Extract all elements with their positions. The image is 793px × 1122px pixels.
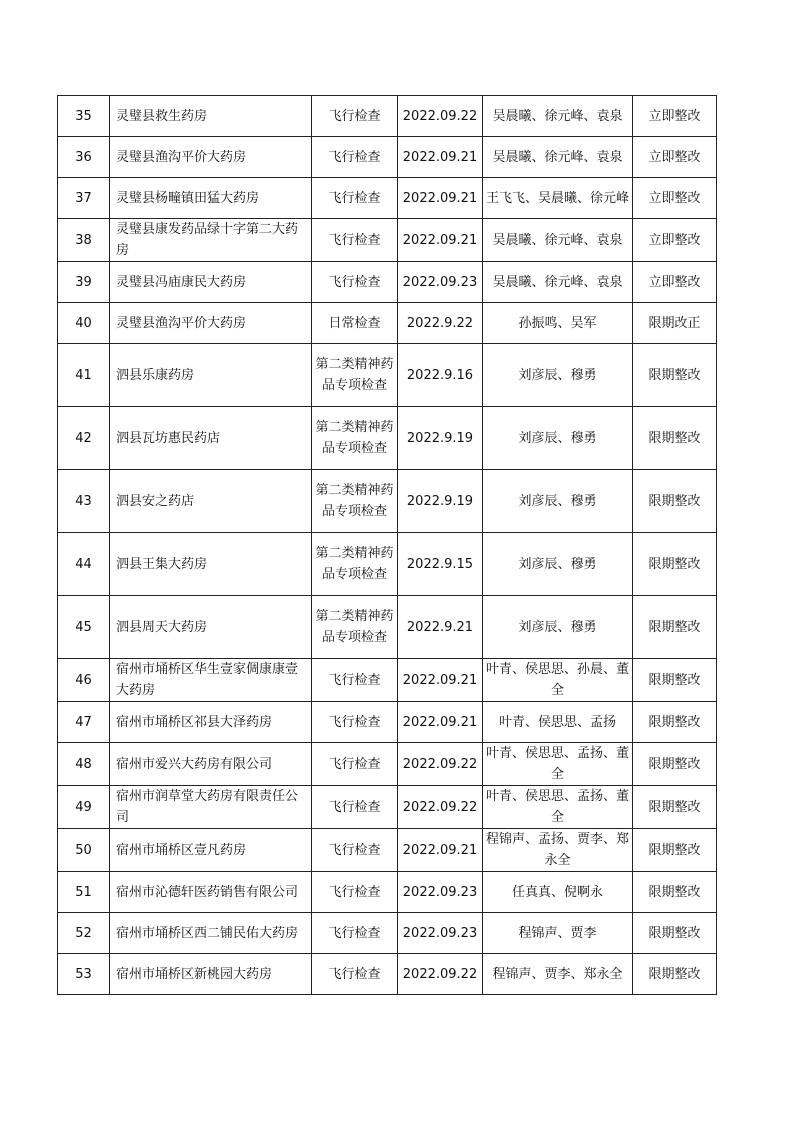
inspection-type-cell: 飞行检查 [312,178,398,219]
pharmacy-name-cell: 宿州市埇桥区壹凡药房 [110,829,312,872]
inspectors-cell: 叶青、侯思思、孟扬、董全 [483,786,633,829]
inspection-date-cell: 2022.09.21 [398,829,483,872]
table-row [58,303,717,344]
inspectors-cell: 刘彦辰、穆勇 [483,407,633,470]
row-number-cell: 41 [58,344,110,407]
inspectors-cell: 程锦声、贾李 [483,913,633,954]
inspection-date-cell: 2022.9.21 [398,596,483,659]
inspectors-cell: 吴晨曦、徐元峰、袁泉 [483,219,633,262]
inspection-type-cell: 飞行检查 [312,829,398,872]
table-row [58,470,717,533]
inspection-date-cell: 2022.09.23 [398,262,483,303]
inspectors-cell: 刘彦辰、穆勇 [483,596,633,659]
pharmacy-name-cell: 灵璧县渔沟平价大药房 [110,137,312,178]
inspection-type-cell: 第二类精神药品专项检查 [312,596,398,659]
result-cell: 立即整改 [633,96,717,137]
inspection-type-cell: 飞行检查 [312,954,398,995]
result-cell: 限期整改 [633,954,717,995]
table-row [58,743,717,786]
table-row [58,659,717,702]
inspection-type-cell: 飞行检查 [312,743,398,786]
inspectors-cell: 王飞飞、吴晨曦、徐元峰 [483,178,633,219]
inspection-type-cell: 日常检查 [312,303,398,344]
inspection-date-cell: 2022.9.19 [398,407,483,470]
inspectors-cell: 刘彦辰、穆勇 [483,533,633,596]
row-number-cell: 47 [58,702,110,743]
pharmacy-name-cell: 泗县安之药店 [110,470,312,533]
inspection-type-cell: 飞行检查 [312,702,398,743]
pharmacy-name-cell: 泗县乐康药房 [110,344,312,407]
pharmacy-name-cell: 宿州市润草堂大药房有限责任公司 [110,786,312,829]
inspection-type-cell: 第二类精神药品专项检查 [312,407,398,470]
row-number-cell: 44 [58,533,110,596]
inspection-date-cell: 2022.09.22 [398,954,483,995]
inspectors-cell: 吴晨曦、徐元峰、袁泉 [483,137,633,178]
table-row [58,786,717,829]
table-row [58,533,717,596]
table-row [58,829,717,872]
inspectors-cell: 程锦声、孟扬、贾李、郑永全 [483,829,633,872]
inspection-table [57,95,717,995]
inspectors-cell: 叶青、侯思思、孟扬、董全 [483,743,633,786]
inspection-date-cell: 2022.09.21 [398,178,483,219]
pharmacy-name-cell: 宿州市埇桥区新桃园大药房 [110,954,312,995]
table-row [58,596,717,659]
pharmacy-name-cell: 宿州市爱兴大药房有限公司 [110,743,312,786]
pharmacy-name-cell: 泗县瓦坊惠民药店 [110,407,312,470]
inspectors-cell: 叶青、侯思思、孙晨、董全 [483,659,633,702]
inspectors-cell: 刘彦辰、穆勇 [483,344,633,407]
pharmacy-name-cell: 泗县周天大药房 [110,596,312,659]
inspection-date-cell: 2022.09.23 [398,913,483,954]
inspection-date-cell: 2022.09.21 [398,702,483,743]
table-row [58,96,717,137]
table-row [58,262,717,303]
inspection-type-cell: 第二类精神药品专项检查 [312,470,398,533]
result-cell: 限期整改 [633,659,717,702]
result-cell: 立即整改 [633,262,717,303]
result-cell: 立即整改 [633,178,717,219]
inspectors-cell: 程锦声、贾李、郑永全 [483,954,633,995]
row-number-cell: 40 [58,303,110,344]
result-cell: 限期整改 [633,407,717,470]
pharmacy-name-cell: 宿州市埇桥区华生壹家倜康康壹大药房 [110,659,312,702]
row-number-cell: 36 [58,137,110,178]
pharmacy-name-cell: 灵璧县渔沟平价大药房 [110,303,312,344]
row-number-cell: 49 [58,786,110,829]
table-row [58,137,717,178]
result-cell: 限期整改 [633,872,717,913]
table-row [58,219,717,262]
row-number-cell: 43 [58,470,110,533]
inspection-type-cell: 飞行检查 [312,659,398,702]
inspectors-cell: 孙振鸣、吴军 [483,303,633,344]
result-cell: 限期整改 [633,786,717,829]
pharmacy-name-cell: 宿州市埇桥区西二铺民佑大药房 [110,913,312,954]
table-row [58,913,717,954]
inspection-type-cell: 飞行检查 [312,872,398,913]
result-cell: 限期整改 [633,702,717,743]
pharmacy-name-cell: 灵璧县救生药房 [110,96,312,137]
row-number-cell: 42 [58,407,110,470]
inspectors-cell: 任真真、倪啊永 [483,872,633,913]
row-number-cell: 48 [58,743,110,786]
inspection-type-cell: 第二类精神药品专项检查 [312,533,398,596]
row-number-cell: 45 [58,596,110,659]
inspection-date-cell: 2022.9.16 [398,344,483,407]
inspection-type-cell: 飞行检查 [312,262,398,303]
inspection-date-cell: 2022.9.19 [398,470,483,533]
inspection-type-cell: 飞行检查 [312,96,398,137]
row-number-cell: 38 [58,219,110,262]
row-number-cell: 35 [58,96,110,137]
pharmacy-name-cell: 灵璧县冯庙康民大药房 [110,262,312,303]
inspection-date-cell: 2022.09.22 [398,96,483,137]
row-number-cell: 46 [58,659,110,702]
pharmacy-name-cell: 宿州市沁德轩医药销售有限公司 [110,872,312,913]
pharmacy-name-cell: 灵璧县康发药品绿十字第二大药房 [110,219,312,262]
inspectors-cell: 吴晨曦、徐元峰、袁泉 [483,262,633,303]
inspection-type-cell: 飞行检查 [312,137,398,178]
pharmacy-name-cell: 泗县王集大药房 [110,533,312,596]
inspectors-cell: 刘彦辰、穆勇 [483,470,633,533]
result-cell: 限期整改 [633,829,717,872]
table-row [58,344,717,407]
result-cell: 限期改正 [633,303,717,344]
inspection-date-cell: 2022.09.22 [398,786,483,829]
inspection-type-cell: 第二类精神药品专项检查 [312,344,398,407]
result-cell: 限期整改 [633,344,717,407]
inspection-type-cell: 飞行检查 [312,786,398,829]
table-row [58,178,717,219]
inspection-date-cell: 2022.09.23 [398,872,483,913]
table-row [58,702,717,743]
row-number-cell: 53 [58,954,110,995]
row-number-cell: 52 [58,913,110,954]
result-cell: 限期整改 [633,470,717,533]
result-cell: 限期整改 [633,533,717,596]
table-body [58,96,717,995]
result-cell: 立即整改 [633,137,717,178]
result-cell: 限期整改 [633,743,717,786]
row-number-cell: 39 [58,262,110,303]
result-cell: 限期整改 [633,596,717,659]
inspection-date-cell: 2022.09.21 [398,219,483,262]
pharmacy-name-cell: 灵璧县杨疃镇田猛大药房 [110,178,312,219]
inspection-date-cell: 2022.09.21 [398,659,483,702]
inspectors-cell: 叶青、侯思思、孟扬 [483,702,633,743]
row-number-cell: 50 [58,829,110,872]
inspection-type-cell: 飞行检查 [312,913,398,954]
table-row [58,954,717,995]
result-cell: 限期整改 [633,913,717,954]
table-row [58,872,717,913]
row-number-cell: 51 [58,872,110,913]
inspection-date-cell: 2022.9.15 [398,533,483,596]
inspection-date-cell: 2022.09.22 [398,743,483,786]
inspectors-cell: 吴晨曦、徐元峰、袁泉 [483,96,633,137]
inspection-type-cell: 飞行检查 [312,219,398,262]
inspection-date-cell: 2022.09.21 [398,137,483,178]
table-row [58,407,717,470]
row-number-cell: 37 [58,178,110,219]
pharmacy-name-cell: 宿州市埇桥区祁县大泽药房 [110,702,312,743]
result-cell: 立即整改 [633,219,717,262]
inspection-date-cell: 2022.9.22 [398,303,483,344]
